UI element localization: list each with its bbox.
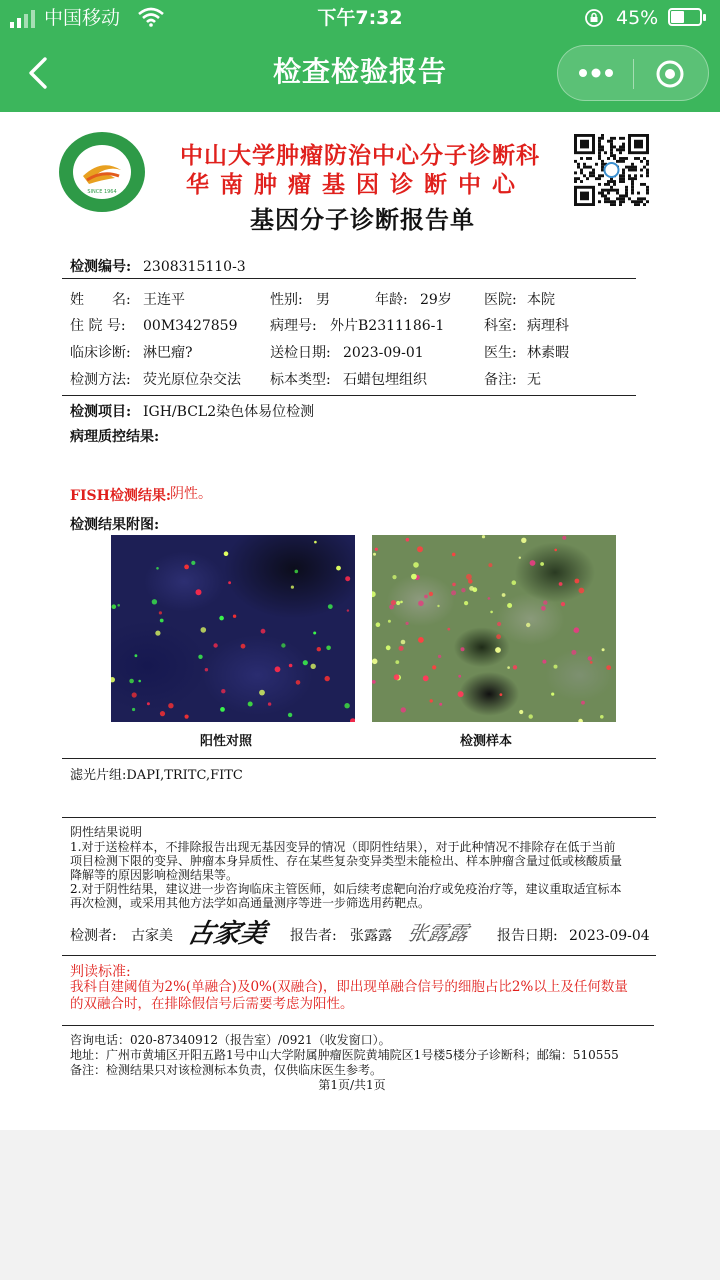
negative-note-line: 1.对于送检样本，不排除报告出现无基因变异的情况（即阴性结果），对于此种情况不排除存在低于当前 (70, 840, 616, 854)
divider (62, 278, 636, 279)
method-label: 检测方法: (70, 372, 131, 388)
sex-label: 性别: (270, 292, 303, 308)
inpatient-no: 00M3427859 (143, 318, 238, 334)
logo-year: SINCE 1964 (87, 189, 117, 195)
negative-note-title: 阴性结果说明 (70, 825, 143, 839)
test-sample-image (372, 535, 616, 722)
department-label: 科室: (484, 318, 517, 334)
page-title: 检查检验报告 (272, 55, 447, 88)
remark-label: 备注: (484, 372, 517, 388)
battery-percent: 45% (616, 7, 659, 29)
report-title: 基因分子诊断报告单 (250, 206, 475, 234)
more-icon[interactable] (578, 66, 614, 80)
criteria-line: 的双融合时，在排除假信号后需要考虑为阳性。 (70, 996, 354, 1012)
contact-phone: 咨询电话：020-87340912（报告室）/0921（收发窗口）。 (70, 1033, 391, 1047)
tester-signature: 古家美 (184, 919, 270, 949)
battery-icon (668, 8, 708, 28)
specimen-type-label: 标本类型: (270, 372, 331, 388)
name-label: 姓 名: (70, 292, 131, 308)
divider (62, 1025, 654, 1026)
department-value: 病理科 (527, 318, 569, 334)
close-mini-program-icon[interactable] (655, 59, 685, 89)
rotation-lock-icon (584, 8, 604, 28)
center-name: 华南肿瘤基因诊断中心 (186, 172, 526, 198)
test-number-label: 检测编号: (70, 259, 132, 275)
filter-set: 滤光片组:DAPI,TRITC,FITC (70, 768, 243, 783)
negative-note-line: 再次检测，或采用其他方法学如高通量测序等进一步筛选用药靶点。 (70, 896, 431, 910)
negative-note-line: 2.对于阴性结果，建议进一步咨询临床主管医师，如后续考虑靶向治疗或免疫治疗等，建议重取适宜标本 (70, 882, 622, 896)
fish-result-label: FISH检测结果: (70, 488, 171, 504)
criteria-line: 我科自建阈值为2%(单融合)及0%(双融合)，即出现单融合信号的细胞占比2%以上及任何数量 (70, 979, 628, 995)
specimen-type: 石蜡包埋组织 (343, 372, 427, 388)
reporter-name: 张露露 (350, 928, 392, 944)
footer-remark: 备注：检测结果只对该检测标本负责，仅供临床医生参考。 (70, 1063, 383, 1077)
age-label: 年龄: (375, 292, 408, 308)
tester-label: 检测者: (70, 928, 117, 944)
divider (62, 955, 656, 956)
divider (62, 758, 656, 759)
divider (62, 817, 656, 818)
doctor-label: 医生: (484, 345, 517, 361)
top-bar (0, 0, 720, 112)
clinical-diagnosis: 淋巴瘤? (143, 345, 193, 361)
patient-name: 王连平 (143, 292, 185, 308)
status-time: 下午7:32 (317, 7, 403, 29)
pathology-no-label: 病理号: (270, 318, 317, 334)
test-item-value: IGH/BCL2染色体易位检测 (143, 404, 315, 420)
method-value: 荧光原位杂交法 (143, 372, 241, 388)
inpatient-no-label: 住 院 号: (70, 318, 126, 334)
age-value: 29岁 (420, 292, 452, 308)
hospital-value: 本院 (527, 292, 555, 308)
report-document (0, 112, 720, 1130)
page-number: 第1页/共1页 (318, 1078, 386, 1092)
positive-control-caption: 阳性对照 (200, 734, 253, 749)
pathology-no: 外片B2311186-1 (330, 318, 445, 334)
test-sample-caption: 检测样本 (460, 734, 513, 749)
negative-note-line: 降解等的原因影响检测结果等。 (70, 868, 239, 882)
tester-name: 古家美 (131, 928, 173, 944)
report-date-label: 报告日期: (497, 928, 558, 944)
negative-note-line: 项目检测下限的变异、肿瘤本身异质性、存在某些复杂变异类型未能检出、样本肿瘤含量过低或核酸质量 (70, 854, 623, 868)
mini-program-capsule (557, 45, 709, 101)
sex-value: 男 (316, 292, 330, 308)
positive-control-image (111, 535, 355, 722)
criteria-title: 判读标准: (70, 964, 131, 980)
qr-code (574, 134, 649, 206)
hospital-name: 中山大学肿瘤防治中心分子诊断科 (180, 143, 540, 169)
address: 地址：广州市黄埔区开阳五路1号中山大学附属肿瘤医院黄埔院区1号楼5楼分子诊断科；邮编：510555 (70, 1048, 619, 1062)
doctor-name: 林素暇 (527, 345, 569, 361)
test-number-value: 2308315110-3 (143, 259, 246, 275)
submit-date-label: 送检日期: (270, 345, 331, 361)
divider (62, 395, 636, 396)
hospital-label: 医院: (484, 292, 517, 308)
result-images-label: 检测结果附图: (70, 517, 160, 533)
clinical-diagnosis-label: 临床诊断: (70, 345, 131, 361)
test-item-label: 检测项目: (70, 404, 132, 420)
qc-result-label: 病理质控结果: (70, 429, 160, 445)
carrier-name: 中国移动 (44, 7, 121, 29)
fish-result-value: 阴性。 (170, 486, 212, 502)
remark-value: 无 (527, 372, 541, 388)
report-date: 2023-09-04 (569, 928, 650, 944)
reporter-signature: 张露露 (405, 921, 471, 945)
submit-date: 2023-09-01 (343, 345, 424, 361)
hospital-logo (57, 130, 147, 214)
reporter-label: 报告者: (290, 928, 337, 944)
